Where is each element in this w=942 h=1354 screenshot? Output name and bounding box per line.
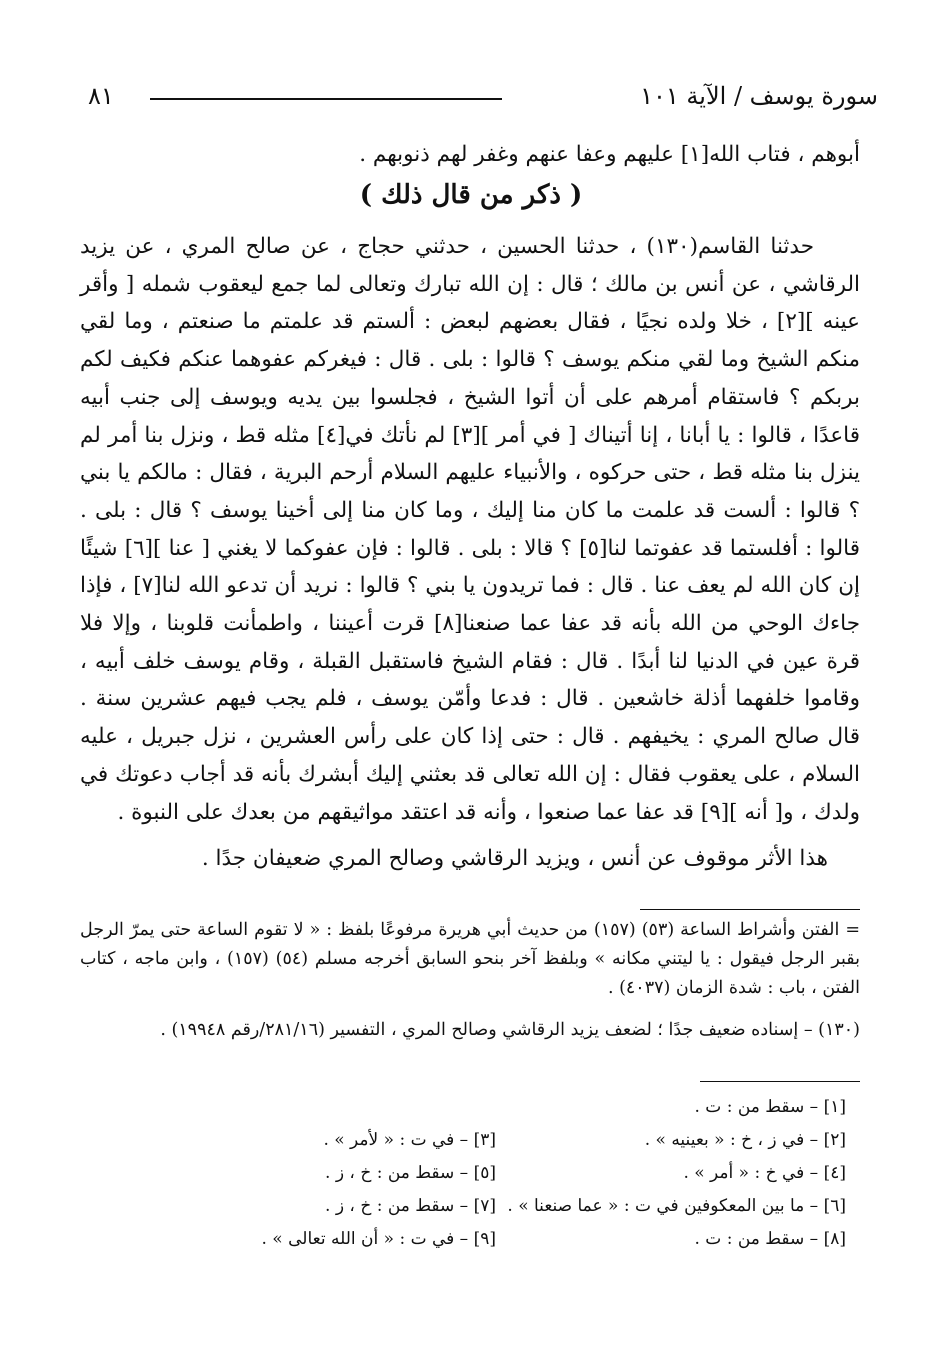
variant-note-7: [٧] – سقط من : خ ، ز . xyxy=(325,1196,496,1216)
variant-note-2: [٢] – في ز ، خ : « بعينيه » . xyxy=(644,1130,846,1150)
hadith-paragraph: حدثنا القاسم(١٣٠) ، حدثنا الحسين ، حدثني حجاج ، عن صالح المري ، عن يزيد الرقاشي ، عن أنس بن مالك ؛ قال : إن الله تبارك وتعالى لما جمع ليعقوب شمله [ وأقر عينه ][٢] ، خلا ولده نجيًا ، فقال بعضهم لبعض : ألستم قد علمتم ما صنعتم ، وما لقي منكم الشيخ وما لقي منكم يوسف ؟ قالوا : بلى . قال : فيغركم عفوهما عنكم فكيف لكم بربكم ؟ فاستقام أمرهم على أن أتوا الشيخ ، فجلسوا بين يديه ويوسف إلى جنب أبيه قاعدًا ، قالوا : يا أبانا ، إنا أتيناك [ في أمر ][٣] لم نأتك في[٤] مثله قط ، ونزل بنا أمر لم ينزل بنا مثله قط ، حتى حركوه ، والأنبياء عليهم السلام أرحم البرية ، فقال : مالكم يا بني ؟ قالوا : ألست قد علمت ما كان منا إليك ، وما كان منا إلى أخينا يوسف ؟ قال : بلى . قالوا : أفلستما قد عفوتما لنا[٥] ؟ قالا : بلى . قالوا : فإن عفوكما لا يغني [ عنا ][٦] شيئًا إن كان الله لم يعف عنا . قال : فما تريدون يا بني ؟ قالوا : نريد أن تدعو الله لنا[٧] ، فإذا جاءك الوحي من الله بأنه قد عفا عما صنعنا[٨] قرت أعيننا ، واطمأنت قلوبنا ، وإلا فلا قرة عين في الدنيا لنا أبدًا . قال : فقام الشيخ فاستقبل القبلة ، وقام يوسف خلف أبيه ، وقاموا خلفهما أذلة خاشعين . قال : فدعا وأمّن يوسف ، فلم يجب فيهم عشرين سنة . قال صالح المري : يخيفهم . قال : حتى إذا كان على رأس العشرين ، نزل جبريل ، عليه السلام ، على يعقوب فقال : إن الله تعالى قد بعثني إليك أبشرك بأنه قد أجاب دعوتك في ولدك ، و[ أنه ][٩] قد عفا عما صنعوا ، وأنه قد اعتقد مواثيقهم من بعدك على النبوة . xyxy=(80,234,861,825)
variant-note-3: [٣] – في ت : « لأمر » . xyxy=(323,1130,496,1150)
variant-notes xyxy=(146,1094,846,1253)
header-rule xyxy=(150,98,502,100)
variant-note-5: [٥] – سقط من : خ ، ز . xyxy=(325,1163,496,1183)
page-number: ٨١ xyxy=(88,82,114,110)
footnote-separator xyxy=(640,909,860,910)
variants-separator xyxy=(700,1081,860,1082)
variant-note-4: [٤] – في خ : « أمر » . xyxy=(683,1163,846,1183)
variant-note-6: [٦] – ما بين المعكوفين في ت : « عما صنعنا » . xyxy=(507,1196,846,1216)
footnote-130: (١٣٠) – إسناده ضعيف جدًا ؛ لضعف يزيد الرقاشي وصالح المري ، التفسير (٢٨١/١٦/رقم ١٩٩٤٨) . xyxy=(160,1020,860,1040)
variant-note-8: [٨] – سقط من : ت . xyxy=(694,1229,846,1249)
section-heading: ( ذكر من قال ذلك ) xyxy=(359,180,583,210)
variant-note-empty xyxy=(146,1094,496,1121)
conclusion-line: هذا الأثر موقوف عن أنس ، ويزيد الرقاشي وصالح المري ضعيفان جدًا . xyxy=(201,846,828,871)
footnote-continuation: = الفتن وأشراط الساعة (٥٣) (١٥٧) من حديث أبي هريرة مرفوعًا بلفظ : « لا تقوم الساعة حتى يمرّ الرجل بقبر الرجل فيقول : يا ليتني مكانه » وبلفظ آخر بنحو السابق أخرجه مسلم (٥٤) (١٥٧) ، وابن ماجه ، كتاب الفتن ، باب : شدة الزمان (٤٠٣٧) . xyxy=(80,920,860,998)
variant-note-9: [٩] – في ت : « أن الله تعالى » . xyxy=(261,1229,496,1249)
running-title: سورة يوسف / الآية ١٠١ xyxy=(640,82,878,110)
intro-line: أبوهم ، فتاب الله[١] عليهم وعفا عنهم وغفر لهم ذنوبهم . xyxy=(359,142,860,167)
variant-note-1: [١] – سقط من : ت . xyxy=(694,1097,846,1117)
page-header xyxy=(88,82,878,122)
